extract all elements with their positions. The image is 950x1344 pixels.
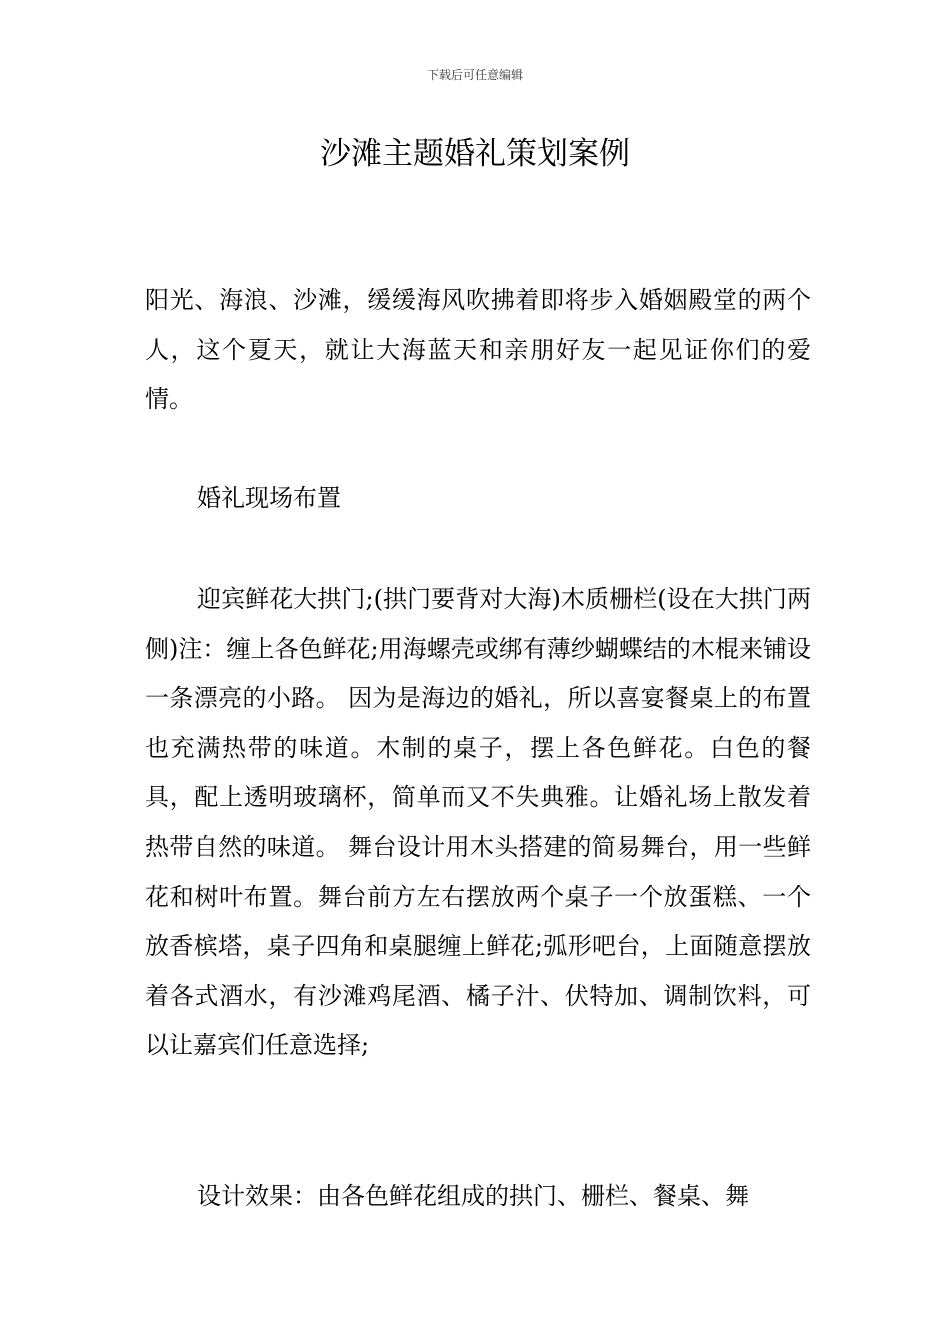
intro-paragraph: 阳光、海浪、沙滩，缓缓海风吹拂着即将步入婚姻殿堂的两个人，这个夏天，就让大海蓝天和亲朋好友一起见证你们的爱情。 (145, 286, 811, 414)
header-note: 下载后可任意编辑 (426, 68, 523, 82)
body-paragraph: 设计效果：由各色鲜花组成的拱门、栅栏、餐桌、舞 (197, 1182, 749, 1210)
section-heading: 婚礼现场布置 (197, 484, 341, 512)
body-paragraph: 迎宾鲜花大拱门;(拱门要背对大海)木质栅栏(设在大拱门两侧)注：缠上各色鲜花;用海螺壳或绑有薄纱蝴蝶结的木棍来铺设一条漂亮的小路。 因为是海边的婚礼，所以喜宴餐桌上的布置也充满热带的味道。木制的桌子，摆上各色鲜花。白色的餐具，配上透明玻璃杯，简单而又不失典雅。让婚礼场上散发着热带自然的味道。 舞台设计用木头搭建的简易舞台，用一些鲜花和树叶布置。舞台前方左右摆放两个桌子一个放蛋糕、一个放香槟塔，桌子四角和桌腿缠上鲜花;弧形吧台，上面随意摆放着各式酒水，有沙滩鸡尾酒、橘子汁、伏特加、调制饮料，可以让嘉宾们任意选择; (145, 585, 811, 1060)
document-title: 沙滩主题婚礼策划案例 (320, 136, 630, 172)
